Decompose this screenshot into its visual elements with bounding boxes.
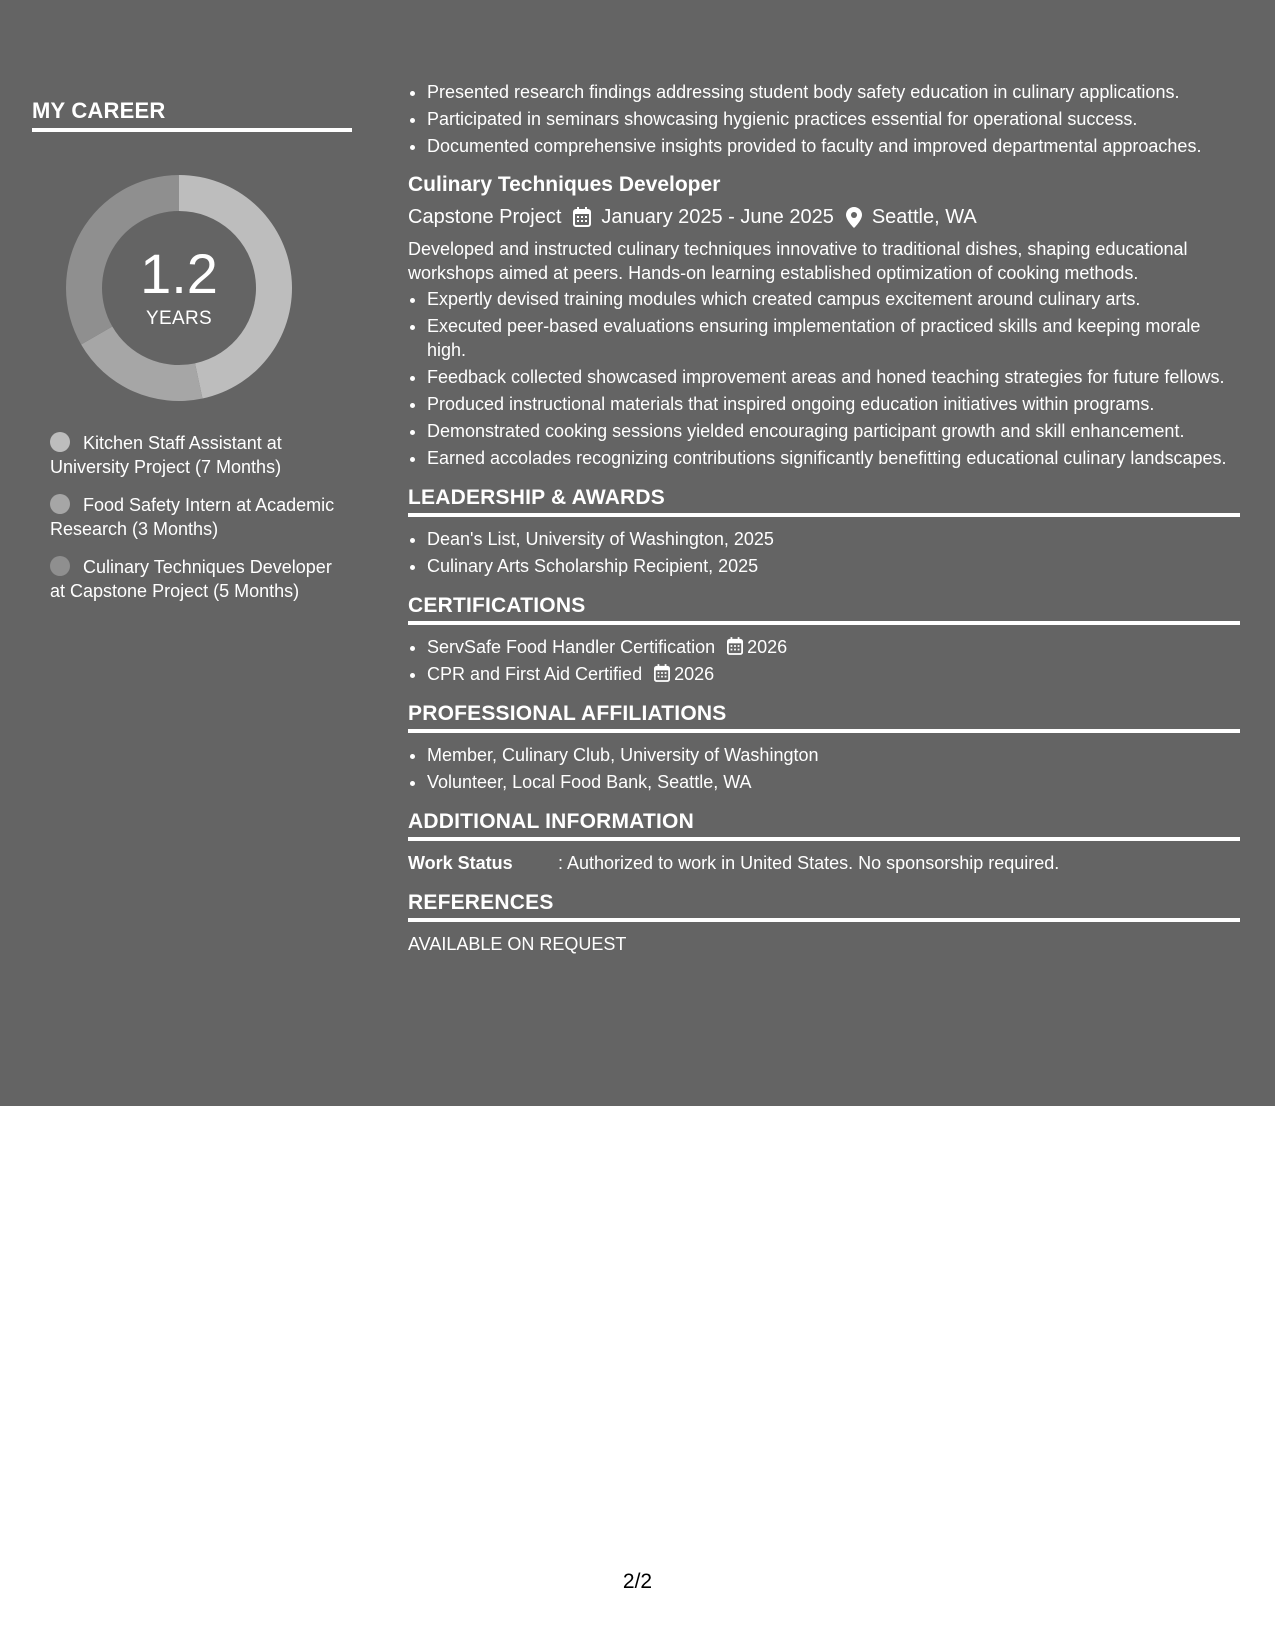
legend-item — [50, 431, 335, 479]
section-title-additional: ADDITIONAL INFORMATION — [408, 810, 1240, 841]
list-item: • Culinary Arts Scholarship Recipient, 2025 — [427, 554, 1240, 578]
work-status-label: Work Status — [408, 853, 513, 873]
legend-dot — [50, 556, 70, 576]
references-text: AVAILABLE ON REQUEST — [408, 934, 627, 954]
calendar-icon — [727, 637, 743, 655]
career-sidebar — [32, 98, 352, 617]
section-title-certifications: CERTIFICATIONS — [408, 594, 1240, 625]
list-item — [427, 662, 1240, 686]
legend-dot — [50, 494, 70, 514]
list-item: • Member, Culinary Club, University of Washington — [427, 743, 1240, 767]
job-company: Capstone Project — [408, 206, 562, 228]
career-legend — [50, 431, 335, 603]
legend-dot — [50, 432, 70, 452]
list-item: • Volunteer, Local Food Bank, Seattle, WA — [427, 770, 1240, 794]
certification-name: CPR and First Aid Certified — [427, 664, 643, 684]
legend-label: Kitchen Staff Assistant at University Project (7 Months) — [50, 433, 282, 477]
legend-label: Food Safety Intern at Academic Research (3 Months) — [50, 495, 335, 539]
list-item: • Executed peer-based evaluations ensuring implementation of practiced skills and keeping morale high. — [427, 314, 1240, 362]
main-content — [408, 80, 1240, 956]
calendar-icon — [573, 207, 591, 227]
legend-item — [50, 555, 335, 603]
list-item: • Documented comprehensive insights provided to faculty and improved departmental approaches. — [427, 134, 1240, 158]
job-description: Developed and instructed culinary techniques innovative to traditional dishes, shaping educational workshops aimed at peers. Hands-on learning established optimization of cooking methods. — [408, 239, 1188, 283]
page-number: 2/2 — [622, 1570, 653, 1593]
list-item — [427, 635, 1240, 659]
job-meta — [408, 203, 1240, 231]
list-item: • Participated in seminars showcasing hygienic practices essential for operational success. — [427, 107, 1240, 131]
list-item: • Demonstrated cooking sessions yielded encouraging participant growth and skill enhancement. — [427, 419, 1240, 443]
prev-job-bullets — [408, 80, 1240, 158]
work-status-value: : Authorized to work in United States. No sponsorship required. — [558, 853, 1060, 873]
career-title: MY CAREER — [32, 98, 352, 132]
job-location: Seattle, WA — [871, 206, 977, 228]
leadership-list — [408, 527, 1240, 578]
certifications-list — [408, 635, 1240, 686]
career-total-value: 1.2 — [140, 242, 218, 305]
job-bullets — [408, 287, 1240, 470]
certification-year: 2026 — [674, 664, 715, 684]
section-title-affiliations: PROFESSIONAL AFFILIATIONS — [408, 702, 1240, 733]
calendar-icon — [654, 664, 670, 682]
career-donut-chart — [66, 175, 292, 401]
list-item: • Presented research findings addressing student body safety education in culinary applications. — [427, 80, 1240, 104]
list-item: • Produced instructional materials that inspired ongoing education initiatives within programs. — [427, 392, 1240, 416]
list-item: • Expertly devised training modules which created campus excitement around culinary arts. — [427, 287, 1240, 311]
affiliations-list — [408, 743, 1240, 794]
career-total-unit: YEARS — [146, 308, 212, 329]
list-item: • Earned accolades recognizing contributions significantly benefitting educational culinary landscapes. — [427, 446, 1240, 470]
section-title-references: REFERENCES — [408, 891, 1240, 922]
job-title: Culinary Techniques Developer — [408, 173, 721, 196]
work-status-row — [408, 851, 1240, 875]
list-item: • Dean's List, University of Washington, 2025 — [427, 527, 1240, 551]
legend-label: Culinary Techniques Developer at Capstone Project (5 Months) — [50, 557, 332, 601]
legend-item — [50, 493, 335, 541]
map-pin-icon — [846, 207, 862, 228]
list-item: • Feedback collected showcased improvement areas and honed teaching strategies for future fellows. — [427, 365, 1240, 389]
certification-year: 2026 — [747, 637, 788, 657]
section-title-leadership: LEADERSHIP & AWARDS — [408, 486, 1240, 517]
certification-name: ServSafe Food Handler Certification — [427, 637, 716, 657]
job-dates: January 2025 - June 2025 — [601, 206, 834, 228]
